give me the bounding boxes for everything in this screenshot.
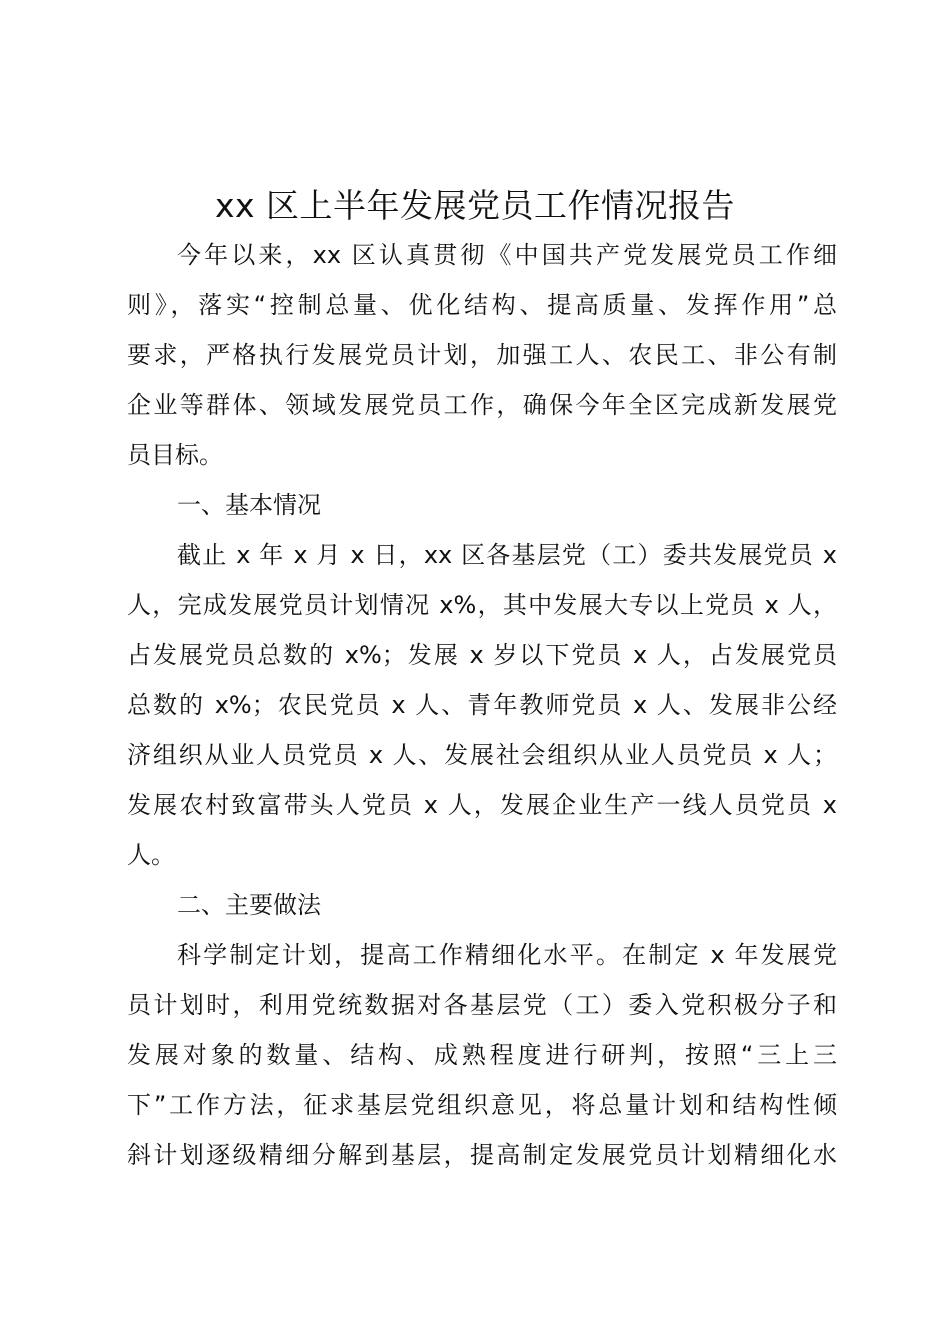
text-line: 截止 x 年 x 月 x 日，xx 区各基层党（工）委共发展党员 x [177, 541, 837, 569]
text-line: 占发展党员总数的 x%；发展 x 岁以下党员 x 人，占发展党员 [127, 641, 837, 669]
text-line: 科学制定计划，提高工作精细化水平。在制定 x 年发展党 [177, 941, 837, 969]
text-line: 企业等群体、领域发展党员工作，确保今年全区完成新发展党 [127, 391, 837, 419]
text-line: 人。 [127, 841, 175, 869]
text-line: 总数的 x%；农民党员 x 人、青年教师党员 x 人、发展非公经 [127, 691, 837, 719]
text-line: 济组织从业人员党员 x 人、发展社会组织从业人员党员 x 人； [127, 741, 837, 769]
text-line: 今年以来，xx 区认真贯彻《中国共产党发展党员工作细 [177, 241, 837, 269]
text-line: 要求，严格执行发展党员计划，加强工人、农民工、非公有制 [127, 341, 837, 369]
text-line: 员目标。 [127, 441, 223, 469]
basic-situation-paragraph [127, 530, 837, 880]
text-line: 发展对象的数量、结构、成熟程度进行研判，按照“三上三 [127, 1041, 837, 1069]
text-line: 员计划时，利用党统数据对各基层党（工）委入党积极分子和 [127, 991, 837, 1019]
section-heading [127, 480, 837, 530]
section-heading [127, 880, 837, 930]
text-line: 下”工作方法，征求基层党组织意见，将总量计划和结构性倾 [127, 1091, 837, 1119]
document-body [127, 230, 837, 1180]
text-line: 人，完成发展党员计划情况 x%，其中发展大专以上党员 x 人， [127, 591, 837, 619]
heading-basic-situation: 一、基本情况 [177, 491, 321, 519]
text-line: 发展农村致富带头人党员 x 人，发展企业生产一线人员党员 x [127, 791, 837, 819]
text-line: 则》，落实“控制总量、优化结构、提高质量、发挥作用”总 [127, 291, 837, 319]
intro-paragraph [127, 230, 837, 480]
document-title: xx 区上半年发展党员工作情况报告 [214, 186, 736, 225]
main-practices-paragraph [127, 930, 837, 1180]
text-line: 斜计划逐级精细分解到基层，提高制定发展党员计划精细化水 [127, 1141, 837, 1169]
heading-main-practices: 二、主要做法 [177, 891, 321, 919]
